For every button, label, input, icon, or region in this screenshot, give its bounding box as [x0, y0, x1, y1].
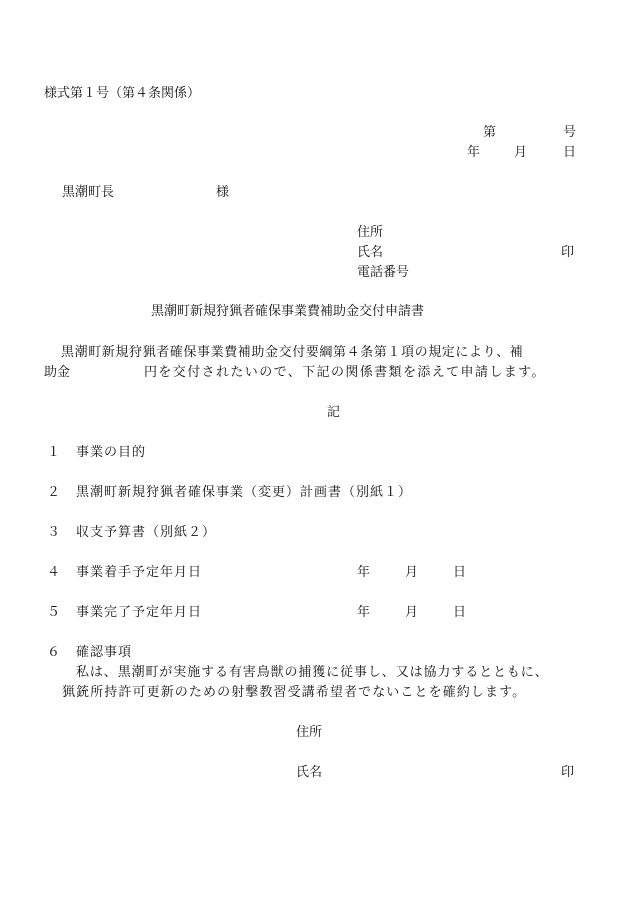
item-text: 事業の目的 [76, 445, 147, 460]
confirmation-line-1: 私は、黒潮町が実施する有害鳥獣の捕獲に従事し、又は協力するとともに、 [76, 665, 549, 680]
date-year: 年 [467, 145, 481, 160]
signature-seal: 印 [561, 765, 575, 780]
applicant-name-label: 氏名 [357, 245, 384, 260]
addressee-honorific: 様 [216, 185, 230, 200]
date-day: 日 [563, 145, 577, 160]
item-year: 年 [357, 605, 371, 620]
item-number: ５ [47, 605, 61, 620]
date-month: 月 [514, 145, 528, 160]
body-line-2b: 円を交付されたいので、下記の関係書類を添えて申請します。 [144, 365, 546, 380]
item-text: 収支予算書（別紙２） [76, 525, 217, 540]
item-number: ６ [47, 645, 61, 660]
ki-heading: 記 [327, 405, 341, 420]
doc-number-go: 号 [563, 125, 577, 140]
form-number: 様式第１号（第４条関係） [44, 86, 201, 101]
signature-address-label: 住所 [296, 725, 323, 740]
item-month: 月 [405, 565, 419, 580]
item-month: 月 [405, 605, 419, 620]
applicant-address-label: 住所 [357, 225, 384, 240]
item-number: ３ [47, 525, 61, 540]
addressee-name: 黒潮町長 [62, 185, 115, 200]
body-line-1: 黒潮町新規狩猟者確保事業費補助金交付要綱第４条第１項の規定により、補 [61, 345, 524, 360]
item-number: １ [47, 445, 61, 460]
confirmation-line-2: 猟銃所持許可更新のための射撃教習受講希望者でないことを確約します。 [62, 685, 527, 700]
item-day: 日 [453, 605, 467, 620]
applicant-seal: 印 [561, 245, 575, 260]
item-text: 事業着手予定年月日 [76, 565, 203, 580]
applicant-phone-label: 電話番号 [357, 265, 410, 280]
item-text: 事業完了予定年月日 [76, 605, 203, 620]
item-number: ２ [47, 485, 61, 500]
document-title: 黒潮町新規狩猟者確保事業費補助金交付申請書 [151, 304, 425, 319]
item-year: 年 [357, 565, 371, 580]
item-day: 日 [453, 565, 467, 580]
body-line-2a: 助金 [44, 365, 71, 380]
item-text: 黒潮町新規狩猟者確保事業（変更）計画書（別紙１） [76, 485, 413, 500]
signature-name-label: 氏名 [296, 765, 323, 780]
item-number: ４ [47, 565, 61, 580]
item-text: 確認事項 [76, 645, 133, 660]
doc-number-dai: 第 [483, 125, 497, 140]
